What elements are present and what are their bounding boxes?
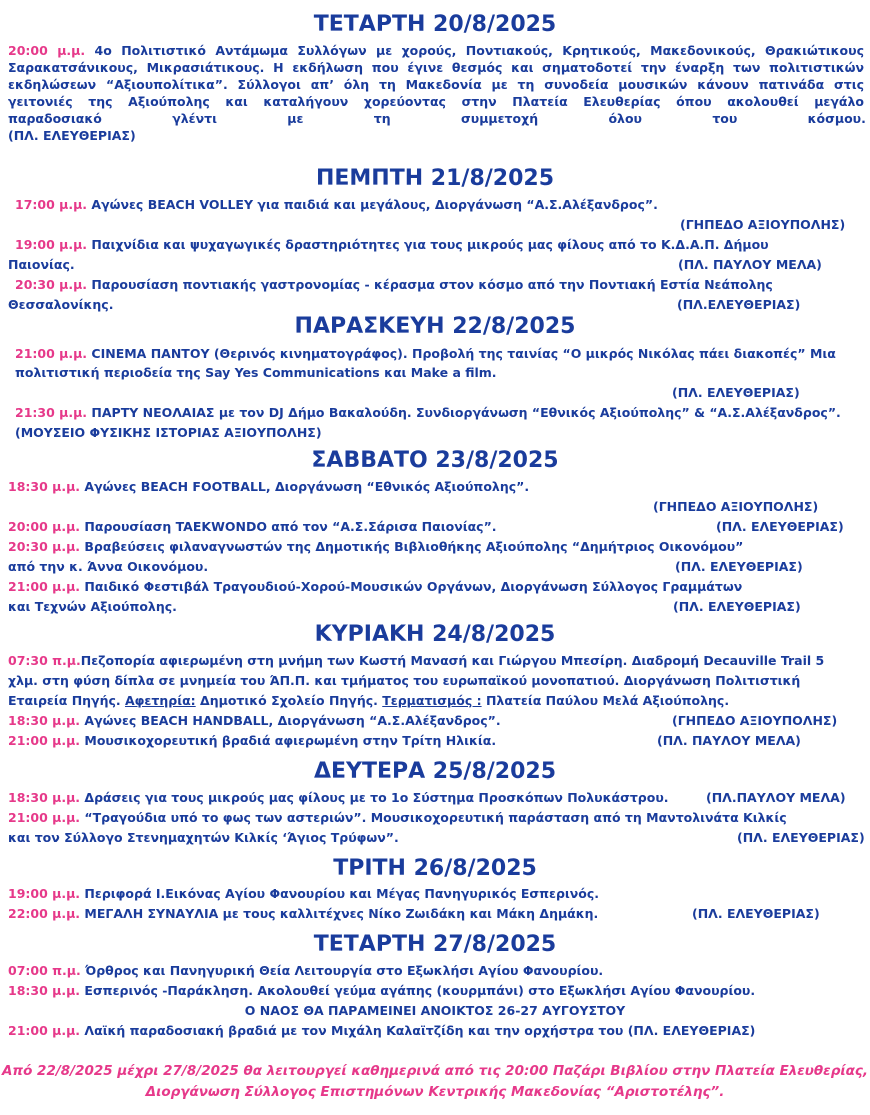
start-place: Δημοτικό Σχολείο Πηγής. xyxy=(200,693,378,708)
event-line xyxy=(8,885,864,902)
event-line: χλμ. στη φύση δίπλα σε μνημεία του ΆΠ.Π. και τμήματος του ευρωπαϊκού μονοπατιού. Διοργάνωση Πολιτιστική xyxy=(8,673,801,688)
day-title-21-8: ΠΕΜΠΤΗ 21/8/2025 xyxy=(315,166,555,191)
event-line: Σαρακατσάνικους, Μικρασιάτικους. Η εκδήλωση που έγινε θεσμός και σηματοδοτεί την έναρξη των πολιτιστικών xyxy=(8,60,864,75)
event-time: 19:00 μ.μ. xyxy=(15,237,88,252)
event-line: παραδοσιακό γλέντι με τη συμμετοχή όλου του κόσμου. xyxy=(8,111,866,126)
event-time: 21:00 μ.μ. xyxy=(8,810,81,825)
event-line xyxy=(15,404,870,421)
end-place: Πλατεία Παύλου Μελά Αξιούπολης. xyxy=(485,693,730,708)
event-line xyxy=(15,196,870,213)
event-place: (ΠΛ. ΠΑΥΛΟΥ ΜΕΛΑ) xyxy=(678,257,822,272)
event-time: 21:00 μ.μ. xyxy=(15,346,88,361)
event-text: “Τραγούδια υπό το φως των αστεριών”. Μουσικοχορευτική παράσταση από τη Μαντολινάτα Κιλκίς xyxy=(84,810,787,825)
event-text: Δράσεις για τους μικρούς μας φίλους με το 1ο Σύστημα Προσκόπων Πολυκάστρου. xyxy=(84,790,669,805)
event-line xyxy=(8,962,864,979)
event-place: (ΓΗΠΕΔΟ ΑΞΙΟΥΠΟΛΗΣ) xyxy=(653,499,819,514)
event-place: (ΜΟΥΣΕΙΟ ΦΥΣΙΚΗΣ ΙΣΤΟΡΙΑΣ ΑΞΙΟΥΠΟΛΗΣ) xyxy=(15,425,322,440)
event-line: Παιονίας. xyxy=(8,257,75,272)
event-time: 07:00 π.μ. xyxy=(8,963,81,978)
event-place: (ΠΛ. ΕΛΕΥΘΕΡΙΑΣ) xyxy=(673,599,801,614)
event-line: και Τεχνών Αξιούπολης. xyxy=(8,599,177,614)
event-place: (ΠΛ. ΕΛΕΥΘΕΡΙΑΣ) xyxy=(675,559,803,574)
event-time: 20:30 μ.μ. xyxy=(8,539,81,554)
event-text: Όρθρος και Πανηγυρική Θεία Λειτουργία στο Εξωκλήσι Αγίου Φανουρίου. xyxy=(85,963,604,978)
event-place: (ΓΗΠΕΔΟ ΑΞΙΟΥΠΟΛΗΣ) xyxy=(680,217,846,232)
event-place: (ΓΗΠΕΔΟ ΑΞΙΟΥΠΟΛΗΣ) xyxy=(672,713,838,728)
event-place: (ΠΛ. ΕΛΕΥΘΕΡΙΑΣ) xyxy=(672,385,800,400)
day-title-25-8: ΔΕΥΤΕΡΑ 25/8/2025 xyxy=(313,759,557,784)
event-place: (ΠΛ. ΕΛΕΥΘΕΡΙΑΣ) xyxy=(716,519,844,534)
event-text: Βραβεύσεις φιλαναγνωστών της Δημοτικής Βιβλιοθήκης Αξιούπολης “Δημήτριος Οικονόμου” xyxy=(84,539,744,554)
event-text: ΠΑΡΤΥ ΝΕΟΛΑΙΑΣ με τον DJ Δήμο Βακαλούδη. Συνδιοργάνωση “Εθνικός Αξιούπολης” & “Α.Σ.Αλέξανδρος”. xyxy=(91,405,841,420)
event-time: 21:00 μ.μ. xyxy=(8,579,81,594)
event-text: Παρουσίαση TAEKWONDO από τον “Α.Σ.Σάρισα Παιονίας”. xyxy=(84,519,497,534)
event-time: 07:30 π.μ. xyxy=(8,653,81,668)
event-time: 18:30 μ.μ. xyxy=(8,983,81,998)
event-line: Θεσσαλονίκης. xyxy=(8,297,114,312)
event-text: ΜΕΓΑΛΗ ΣΥΝΑΥΛΙΑ με τους καλλιτέχνες Νίκο Ζωιδάκη και Μάκη Δημάκη. xyxy=(84,906,599,921)
footer-line-2: Διοργάνωση Σύλλογος Επιστημόνων Κεντρικής Μακεδονίας “Αριστοτέλης”. xyxy=(145,1084,725,1100)
event-time: 19:00 μ.μ. xyxy=(8,886,81,901)
day-title-27-8: ΤΕΤΑΡΤΗ 27/8/2025 xyxy=(313,932,557,957)
event-time: 20:00 μ.μ. xyxy=(8,43,86,58)
event-text: Παιδικό Φεστιβάλ Τραγουδιού-Χορού-Μουσικών Οργάνων, Διοργάνωση Σύλλογος Γραμμάτων xyxy=(84,579,743,594)
event-text: Αγώνες BEACH HANDBALL, Διοργάνωση “Α.Σ.Αλέξανδρος”. xyxy=(84,713,501,728)
event-time: 20:30 μ.μ. xyxy=(15,277,88,292)
event-line: γειτονιές της Αξιούπολης και καταλήγουν χορεύοντας στην Πλατεία Ελευθερίας όπου ακολουθεί μεγάλο xyxy=(8,94,864,109)
event-text: Παιχνίδια και ψυχαγωγικές δραστηριότητες για τους μικρούς μας φίλους από το Κ.Δ.Α.Π. Δήμου xyxy=(91,237,769,252)
day-title-23-8: ΣΑΒΒΑΤΟ 23/8/2025 xyxy=(311,448,559,473)
event-place: (ΠΛ. ΕΛΕΥΘΕΡΙΑΣ) xyxy=(737,830,865,845)
day-title-22-8: ΠΑΡΑΣΚΕΥΗ 22/8/2025 xyxy=(294,314,576,339)
event-time: 18:30 μ.μ. xyxy=(8,479,81,494)
event-text: Αγώνες BEACH FOOTBALL, Διοργάνωση “Εθνικός Αξιούπολης”. xyxy=(84,479,530,494)
event-line xyxy=(15,236,870,253)
event-line: και τον Σύλλογο Στενημαχητών Κιλκίς ‘Άγιος Τρύφων”. xyxy=(8,830,399,845)
event-line xyxy=(8,809,864,826)
event-line xyxy=(8,42,864,59)
event-line: εκδηλώσεων “Αξιουπολίτικα”. Σύλλογοι απ’ όλη τη Μακεδονία με τη συνοδεία μουσικών κάνουν πατινάδα στις xyxy=(8,77,864,92)
event-time: 18:30 μ.μ. xyxy=(8,713,81,728)
event-place: (ΠΛ.ΠΑΥΛΟΥ ΜΕΛΑ) xyxy=(706,790,846,805)
event-line xyxy=(8,538,864,555)
event-time: 18:30 μ.μ. xyxy=(8,790,81,805)
event-line xyxy=(15,276,870,293)
event-time: 21:30 μ.μ. xyxy=(15,405,88,420)
day-title-24-8: ΚΥΡΙΑΚΗ 24/8/2025 xyxy=(314,622,556,647)
event-line xyxy=(8,578,864,595)
day-title-20-8: ΤΕΤΑΡΤΗ 20/8/2025 xyxy=(313,12,557,37)
event-line xyxy=(8,982,864,999)
event-text: Αγώνες BEACH VOLLEY για παιδιά και μεγάλους, Διοργάνωση “Α.Σ.Αλέξανδρος”. xyxy=(91,197,658,212)
event-time: 21:00 μ.μ. xyxy=(8,733,81,748)
event-line xyxy=(15,345,870,362)
event-text: Λαϊκή παραδοσιακή βραδιά με τον Μιχάλη Καλαϊτζίδη και την ορχήστρα του (ΠΛ. ΕΛΕΥΘΕΡΙΑΣ) xyxy=(84,1023,756,1038)
day-title-26-8: ΤΡΙΤΗ 26/8/2025 xyxy=(333,856,537,881)
event-time: 20:00 μ.μ. xyxy=(8,519,81,534)
event-line: από την κ. Άννα Οικονόμου. xyxy=(8,559,209,574)
end-label: Τερματισμός : xyxy=(382,693,482,708)
event-text: Εταιρεία Πηγής. xyxy=(8,693,121,708)
event-line: πολιτιστική περιοδεία της Say Yes Communications και Make a film. xyxy=(15,365,497,380)
footer-line-1: Από 22/8/2025 μέχρι 27/8/2025 θα λειτουργεί καθημερινά από τις 20:00 Παζάρι Βιβλίου στην Πλατεία Ελευθερίας, xyxy=(1,1063,869,1079)
event-line xyxy=(8,692,864,709)
event-text: 4ο Πολιτιστικό Αντάμωμα Συλλόγων με χορούς, Ποντιακούς, Κρητικούς, Μακεδονικούς, Θρακιώτικους xyxy=(94,43,864,58)
event-time: 17:00 μ.μ. xyxy=(15,197,88,212)
event-text: Πεζοπορία αφιερωμένη στη μνήμη των Κωστή Μανασή και Γιώργου Μπεσίρη. Διαδρομή Decauville Trail 5 xyxy=(80,653,825,668)
event-text: Παρουσίαση ποντιακής γαστρονομίας - κέρασμα στον κόσμο από την Ποντιακή Εστία Νεάπολης xyxy=(91,277,773,292)
event-text: Περιφορά Ι.Εικόνας Αγίου Φανουρίου και Μέγας Πανηγυρικός Εσπερινός. xyxy=(84,886,600,901)
event-place: (ΠΛ. ΕΛΕΥΘΕΡΙΑΣ) xyxy=(692,906,820,921)
event-place: (ΠΛ. ΕΛΕΥΘΕΡΙΑΣ) xyxy=(8,128,136,143)
event-place: (ΠΛ. ΠΑΥΛΟΥ ΜΕΛΑ) xyxy=(657,733,801,748)
event-line xyxy=(8,652,864,669)
event-text: CINEMA ΠΑΝΤΟΥ (Θερινός κινηματογράφος). Προβολή της ταινίας “Ο μικρός Νικόλας πάει διακοπές” Μια xyxy=(91,346,836,361)
event-time: 21:00 μ.μ. xyxy=(8,1023,81,1038)
event-line xyxy=(8,478,864,495)
event-line xyxy=(8,1022,864,1039)
event-text: Εσπερινός -Παράκληση. Ακολουθεί γεύμα αγάπης (κουρμπάνι) στο Εξωκλήσι Αγίου Φανουρίου. xyxy=(84,983,756,998)
event-text: Μουσικοχορευτική βραδιά αφιερωμένη στην Τρίτη Ηλικία. xyxy=(84,733,497,748)
event-time: 22:00 μ.μ. xyxy=(8,906,81,921)
church-notice: Ο ΝΑΟΣ ΘΑ ΠΑΡΑΜΕΙΝΕΙ ΑΝΟΙΚΤΟΣ 26-27 ΑΥΓΟΥΣΤΟΥ xyxy=(244,1003,626,1018)
start-label: Αφετηρία: xyxy=(124,693,196,708)
event-place: (ΠΛ.ΕΛΕΥΘΕΡΙΑΣ) xyxy=(677,297,801,312)
